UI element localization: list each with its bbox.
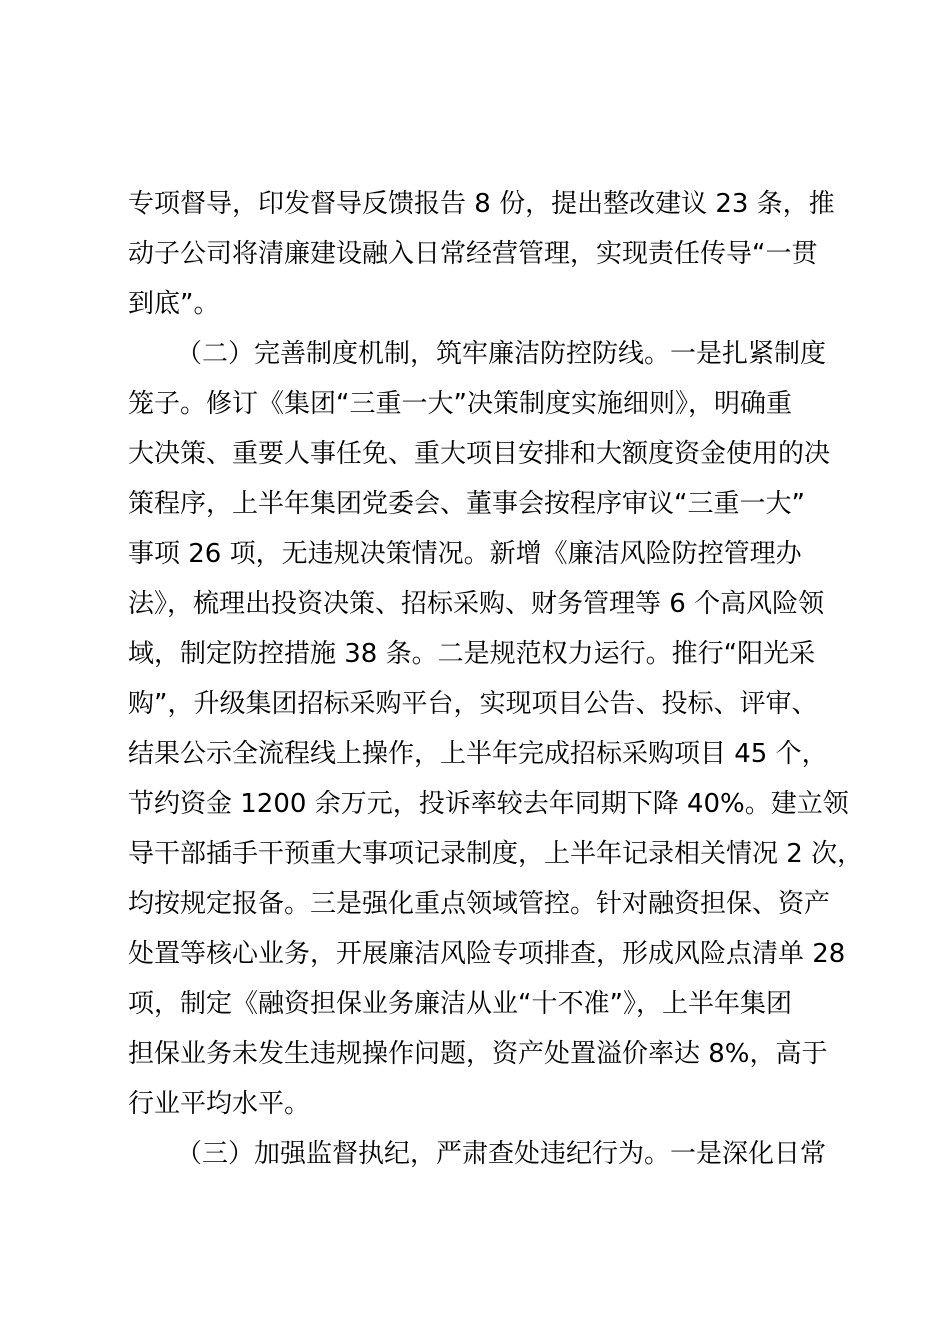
text-line-8: 事项 26 项，无违规决策情况。新增《廉洁风险防控管理办	[128, 539, 802, 569]
text-line-2: 动子公司将清廉建设融入日常经营管理，实现责任传导“一贯	[128, 239, 818, 269]
text-line-7: 策程序，上半年集团党委会、董事会按程序审议“三重一大”	[128, 489, 805, 519]
text-line-10: 域，制定防控措施 38 条。二是规范权力运行。推行“阳光采	[128, 639, 816, 669]
text-line-3: 到底”。	[128, 289, 220, 319]
text-line-9: 法》，梳理出投资决策、招标采购、财务管理等 6 个高风险领	[128, 589, 825, 619]
text-line-11: 购”，升级集团招标采购平台，实现项目公告、投标、评审、	[128, 689, 818, 719]
text-line-14: 导干部插手干预重大事项记录制度，上半年记录相关情况 2 次，	[128, 839, 864, 869]
text-line-16: 处置等核心业务，开展廉洁风险专项排查，形成风险点清单 28	[128, 939, 846, 969]
text-line-15: 均按规定报备。三是强化重点领域管控。针对融资担保、资产	[128, 889, 831, 919]
section-heading-3: （三）加强监督执纪，严肃查处违纪行为。一是深化日常	[176, 1139, 827, 1169]
text-line-1: 专项督导，印发督导反馈报告 8 份，提出整改建议 23 条，推	[128, 189, 835, 219]
text-line-12: 结果公示全流程线上操作，上半年完成招标采购项目 45 个，	[128, 739, 828, 769]
text-line-5: 笼子。修订《集团“三重一大”决策制度实施细则》，明确重	[128, 389, 792, 419]
text-line-19: 行业平均水平。	[128, 1089, 311, 1119]
section-heading-2: （二）完善制度机制，筑牢廉洁防控防线。一是扎紧制度	[176, 339, 827, 369]
text-line-13: 节约资金 1200 余万元，投诉率较去年同期下降 40%。建立领	[128, 789, 849, 819]
text-line-18: 担保业务未发生违规操作问题，资产处置溢价率达 8%，高于	[128, 1039, 828, 1069]
text-line-6: 大决策、重要人事任免、重大项目安排和大额度资金使用的决	[128, 439, 831, 469]
text-line-17: 项，制定《融资担保业务廉洁从业“十不准”》，上半年集团	[128, 989, 792, 1019]
